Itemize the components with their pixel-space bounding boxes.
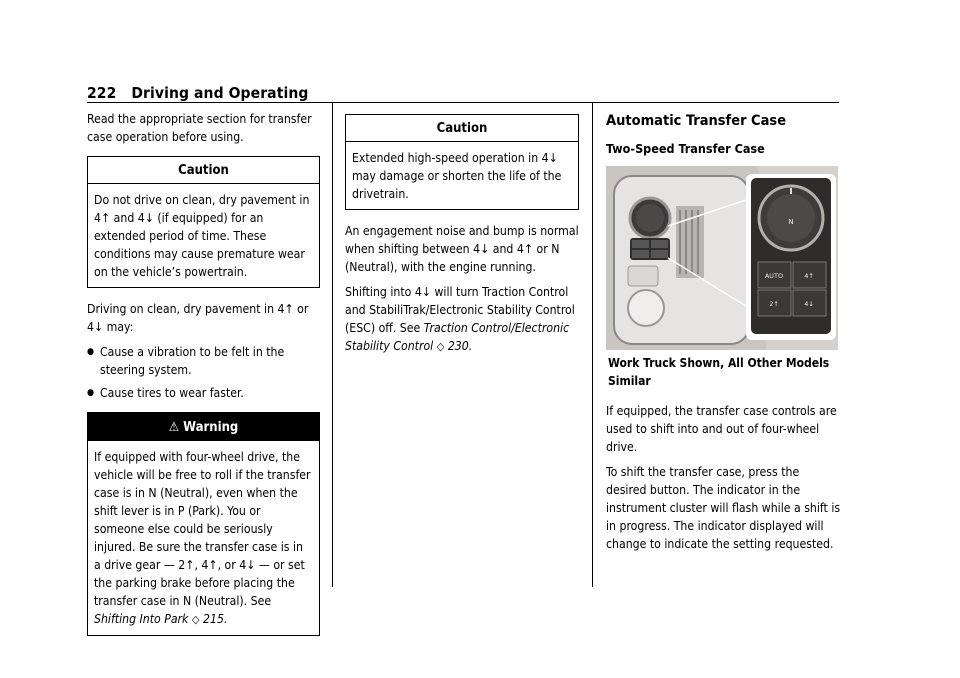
column-divider-2 — [592, 103, 593, 587]
traction-paragraph — [345, 283, 579, 356]
auto-button-label: AUTO — [764, 272, 784, 280]
warning-ref-page[interactable]: 215. — [203, 612, 228, 626]
dry-pavement-paragraph: Driving on clean, dry pavement in 4↑ or 4↓ may: — [87, 302, 309, 334]
page-ref-icon: ◇ — [191, 613, 200, 626]
column-divider-1 — [332, 103, 333, 587]
column-3 — [606, 112, 842, 560]
intro-paragraph: Read the appropriate section for transfer case operation before using. — [87, 112, 312, 144]
shift-paragraph: To shift the transfer case, press the desired button. The indicator in the instrument cluster will flash while a shift is in progress. The indicator displayed will change to indicate the setting requested. — [606, 465, 841, 551]
transfer-case-illustration — [606, 166, 838, 350]
caution-body: Extended high-speed operation in 4↓ may damage or shorten the life of the drivetrain. — [352, 151, 562, 201]
caution-title: Caution — [346, 115, 578, 142]
warning-icon: ⚠ — [168, 420, 180, 435]
bullet-item: ● Cause a vibration to be felt in the steering system. — [87, 343, 320, 379]
knob-label: N — [788, 218, 794, 226]
warning-header — [88, 413, 319, 441]
page-ref-icon: ◇ — [436, 340, 445, 353]
section-heading: Automatic Transfer Case — [606, 113, 787, 129]
warning-box — [87, 412, 320, 636]
page-header — [87, 84, 308, 102]
section-title: Driving and Operating — [131, 84, 309, 102]
traction-ref-link[interactable]: Traction Control/Electronic Stability Control — [345, 321, 570, 353]
column-1 — [87, 110, 320, 648]
4lo-button-label: 4↓ — [804, 300, 814, 308]
subsection-heading: Two-Speed Transfer Case — [606, 141, 765, 156]
caution-body: Do not drive on clean, dry pavement in 4↑ and 4↓ (if equipped) for an extended period of time. These conditions may cause premature wear on the vehicle’s powertrain. — [94, 193, 310, 279]
warning-title: Warning — [183, 420, 239, 435]
traction-text: Shifting into 4↓ will turn Traction Control and StabiliTrak/Electronic Stability Control (ESC) off. See — [345, 285, 575, 335]
traction-ref-page[interactable]: 230. — [447, 339, 473, 353]
warning-text: If equipped with four-wheel drive, the vehicle will be free to roll if the transfer case is in N (Neutral), even when the shift lever is in P (Park). You or someone else could be seriously injured. Be sure the transfer case is in a drive gear — 2↑, 4↑, or 4↓ — or set the parking brake before placing the transfer case in N (Neutral). See — [94, 450, 311, 608]
2hi-button-label: 2↑ — [769, 300, 779, 308]
controls-paragraph: If equipped, the transfer case controls are used to shift into and out of four-wheel drive. — [606, 404, 837, 454]
bullet-item: ● Cause tires to wear faster. — [87, 384, 320, 402]
warning-body — [94, 448, 313, 629]
figure-caption: Work Truck Shown, All Other Models Similar — [608, 356, 830, 388]
page-number: 222 — [87, 84, 117, 102]
header-rule — [87, 102, 839, 103]
caution-title: Caution — [88, 157, 319, 184]
transfer-case-figure — [606, 166, 838, 350]
engagement-paragraph: An engagement noise and bump is normal when shifting between 4↓ and 4↑ or N (Neutral), with the engine running. — [345, 224, 579, 274]
4hi-button-label: 4↑ — [804, 272, 814, 280]
warning-ref-link[interactable]: Shifting Into Park — [94, 612, 189, 626]
caution-box-1 — [87, 156, 320, 288]
column-2 — [345, 104, 579, 363]
caution-box-2 — [345, 114, 579, 210]
